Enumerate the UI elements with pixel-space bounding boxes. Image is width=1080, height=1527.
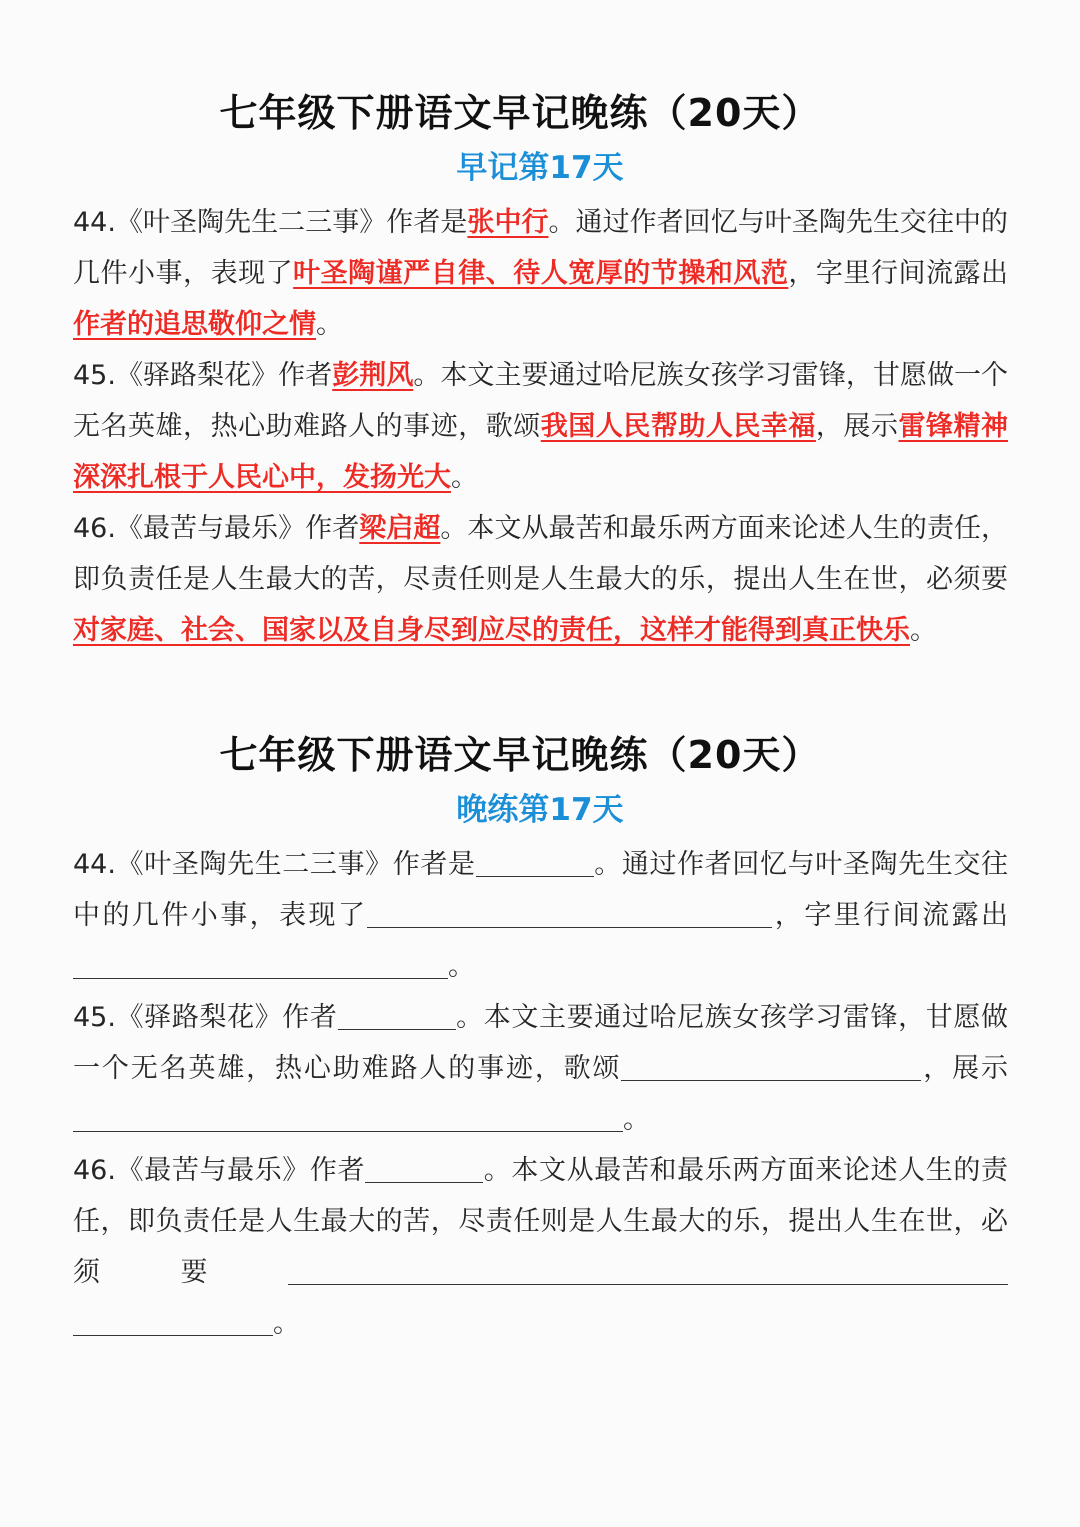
fill-blank-emotion[interactable] <box>73 944 448 979</box>
item-text: 。本文从最苦和最乐两方面来论述人生的责任，即负责任是人生最大的苦，尽责任则是人生最大的乐，提出人生在世，必须要 <box>73 1155 1009 1288</box>
item-text: ，展示 <box>921 1053 1009 1084</box>
item-text: 《叶圣陶先生二三事》作者是 <box>115 207 468 238</box>
fill-blank-theme[interactable] <box>367 893 772 928</box>
item-text: 。 <box>910 615 937 646</box>
answer-emotion: 作者的追思敬仰之情 <box>73 309 316 340</box>
fill-blank-author[interactable] <box>338 995 456 1030</box>
fill-blank-theme[interactable] <box>621 1046 921 1081</box>
item-text: 《驿路梨花》作者 <box>115 360 333 391</box>
fill-blank-conclusion-cont[interactable] <box>73 1301 273 1336</box>
item-text: 。通过作者回忆与叶圣陶先生交往中的几件小事，表现了 <box>73 207 1009 289</box>
morning-item-44 <box>73 197 1008 350</box>
evening-title: 七年级下册语文早记晚练（20天） <box>219 733 821 777</box>
item-text: ，字里行间流露出 <box>788 258 1009 289</box>
item-number: 44. <box>73 207 116 238</box>
evening-section <box>73 839 1008 1349</box>
item-text: 《驿路梨花》作者 <box>115 1002 338 1033</box>
item-text: 。本文从最苦和最乐两方面来论述人生的责任，即负责任是人生最大的苦，尽责任则是人生最大的乐，提出人生在世，必须要 <box>73 513 1009 595</box>
evening-item-45 <box>73 992 1008 1145</box>
answer-theme: 我国人民帮助人民幸福 <box>540 411 816 442</box>
item-text: 《最苦与最乐》作者 <box>115 1155 366 1186</box>
answer-author: 张中行 <box>467 207 549 238</box>
fill-blank-spirit[interactable] <box>73 1097 623 1132</box>
item-text: 。本文主要通过哈尼族女孩学习雷锋，甘愿做一个无名英雄，热心助难路人的事迹，歌颂 <box>73 1002 1009 1084</box>
item-text: ，字里行间流露出 <box>772 900 1009 931</box>
item-text: ，展示 <box>815 411 899 442</box>
fill-blank-author[interactable] <box>365 1148 483 1183</box>
item-text: 《叶圣陶先生二三事》作者是 <box>115 849 476 880</box>
fill-blank-conclusion[interactable] <box>288 1250 1008 1285</box>
item-number: 46. <box>73 1155 116 1186</box>
item-text: 。通过作者回忆与叶圣陶先生交往中的几件小事，表现了 <box>73 849 1009 931</box>
evening-subtitle: 晚练第17天 <box>456 792 624 828</box>
morning-item-46 <box>73 503 1008 656</box>
item-text: 。 <box>273 1308 300 1339</box>
item-number: 46. <box>73 513 116 544</box>
answer-spirit: 雷锋精神深深扎根于人民心中，发扬光大 <box>73 411 1009 493</box>
item-text: 。 <box>451 462 478 493</box>
fill-blank-author[interactable] <box>476 842 594 877</box>
answer-conclusion: 对家庭、社会、国家以及自身尽到应尽的责任，这样才能得到真正快乐 <box>73 615 910 646</box>
item-number: 45. <box>73 1002 116 1033</box>
morning-title: 七年级下册语文早记晚练（20天） <box>219 91 821 135</box>
item-text: 。 <box>448 951 475 982</box>
morning-item-45 <box>73 350 1008 503</box>
answer-author: 梁启超 <box>359 513 441 544</box>
item-number: 44. <box>73 849 116 880</box>
evening-item-44 <box>73 839 1008 992</box>
item-text: 。本文主要通过哈尼族女孩学习雷锋，甘愿做一个无名英雄，热心助难路人的事迹，歌颂 <box>73 360 1009 442</box>
answer-author: 彭荆风 <box>332 360 414 391</box>
item-text: 。 <box>623 1104 650 1135</box>
answer-theme: 叶圣陶谨严自律、待人宽厚的节操和风范 <box>293 258 789 289</box>
item-text: 《最苦与最乐》作者 <box>115 513 360 544</box>
evening-item-46 <box>73 1145 1008 1349</box>
morning-section <box>73 197 1008 656</box>
item-number: 45. <box>73 360 116 391</box>
item-text: 。 <box>316 309 343 340</box>
morning-subtitle: 早记第17天 <box>456 150 624 186</box>
